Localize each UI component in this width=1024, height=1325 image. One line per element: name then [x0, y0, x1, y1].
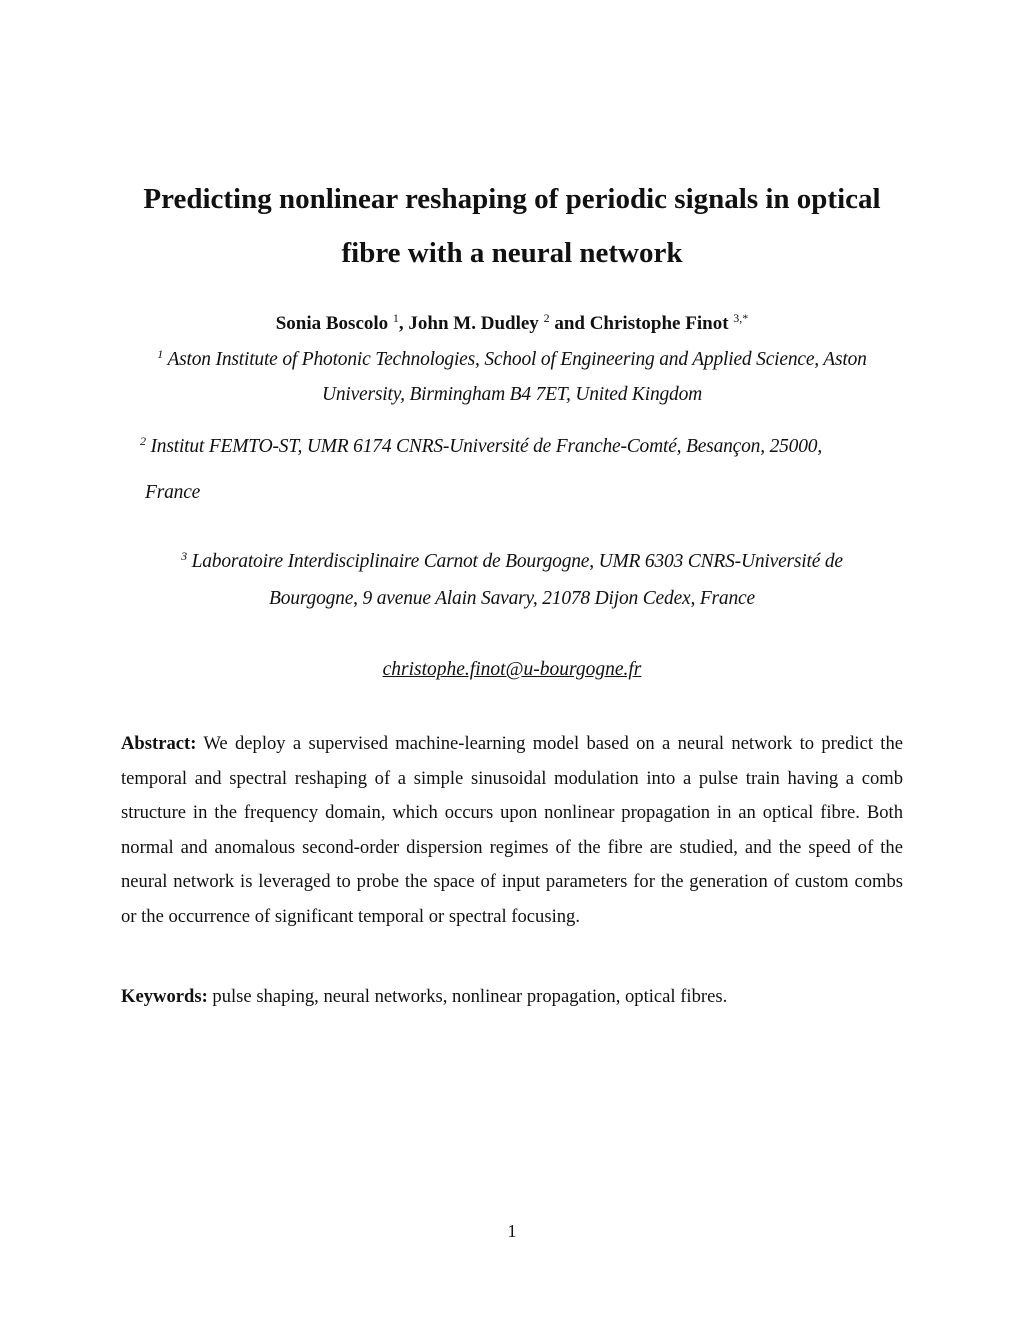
author-name: Sonia Boscolo [275, 313, 389, 334]
title-line-1: Predicting nonlinear reshaping of periodic signals in optical [143, 183, 881, 215]
affiliation-2 [140, 432, 900, 462]
affiliation-1-mark: 1 [157, 347, 164, 361]
keywords [121, 982, 903, 1012]
abstract [121, 727, 903, 934]
affiliation-2-line-2: France [145, 482, 201, 503]
affiliation-1-line-2: University, Birmingham B4 7ET, United Kingdom [321, 384, 703, 405]
page-number: 1 [507, 1221, 517, 1241]
corresponding-email [100, 656, 924, 684]
affiliation-1-line-1: Aston Institute of Photonic Technologies, School of Engineering and Applied Science, Aston [167, 349, 867, 370]
affiliation-1 [120, 342, 904, 412]
affiliation-3-line-1: Laboratoire Interdisciplinaire Carnot de Bourgogne, UMR 6303 CNRS-Université de [191, 551, 843, 572]
author-affiliation-mark: 1 [392, 311, 399, 325]
email-link[interactable]: christophe.finot@u-bourgogne.fr [382, 659, 642, 680]
title-line-2: fibre with a neural network [341, 237, 683, 269]
affiliation-3 [120, 543, 904, 617]
affiliation-2-line-1: Institut FEMTO-ST, UMR 6174 CNRS-Université de Franche-Comté, Besançon, 25000, [150, 436, 822, 457]
author-separator: and [549, 313, 590, 334]
keywords-label: Keywords: [121, 986, 208, 1007]
affiliation-2-mark: 2 [140, 434, 146, 448]
affiliation-2-continued [145, 478, 200, 508]
author-separator: , [398, 313, 409, 334]
affiliation-3-line-2: Bourgogne, 9 avenue Alain Savary, 21078 Dijon Cedex, France [269, 588, 755, 609]
abstract-text: We deploy a supervised machine-learning model based on a neural network to predict the temporal and spectral reshaping of a simple sinusoidal modulation into a pulse train having a comb structure in the frequency domain, which occurs upon nonlinear propagation in an optical fibre. Both normal and anomalous second-order dispersion regimes of the fibre are studied, and the speed of the neural network is leveraged to probe the space of input parameters for the generation of custom combs or the occurrence of significant temporal or spectral focusing. [121, 733, 904, 927]
author-name: Christophe Finot [589, 313, 729, 334]
author-name: John M. Dudley [408, 313, 539, 334]
keywords-text: pulse shaping, neural networks, nonlinear propagation, optical fibres. [212, 986, 728, 1007]
abstract-label: Abstract: [121, 733, 197, 754]
paper-title [100, 172, 924, 280]
author-list [100, 310, 924, 338]
affiliation-3-mark: 3 [181, 549, 187, 563]
author-affiliation-mark: 2 [543, 311, 550, 325]
author-affiliation-mark: 3,* [733, 311, 749, 325]
